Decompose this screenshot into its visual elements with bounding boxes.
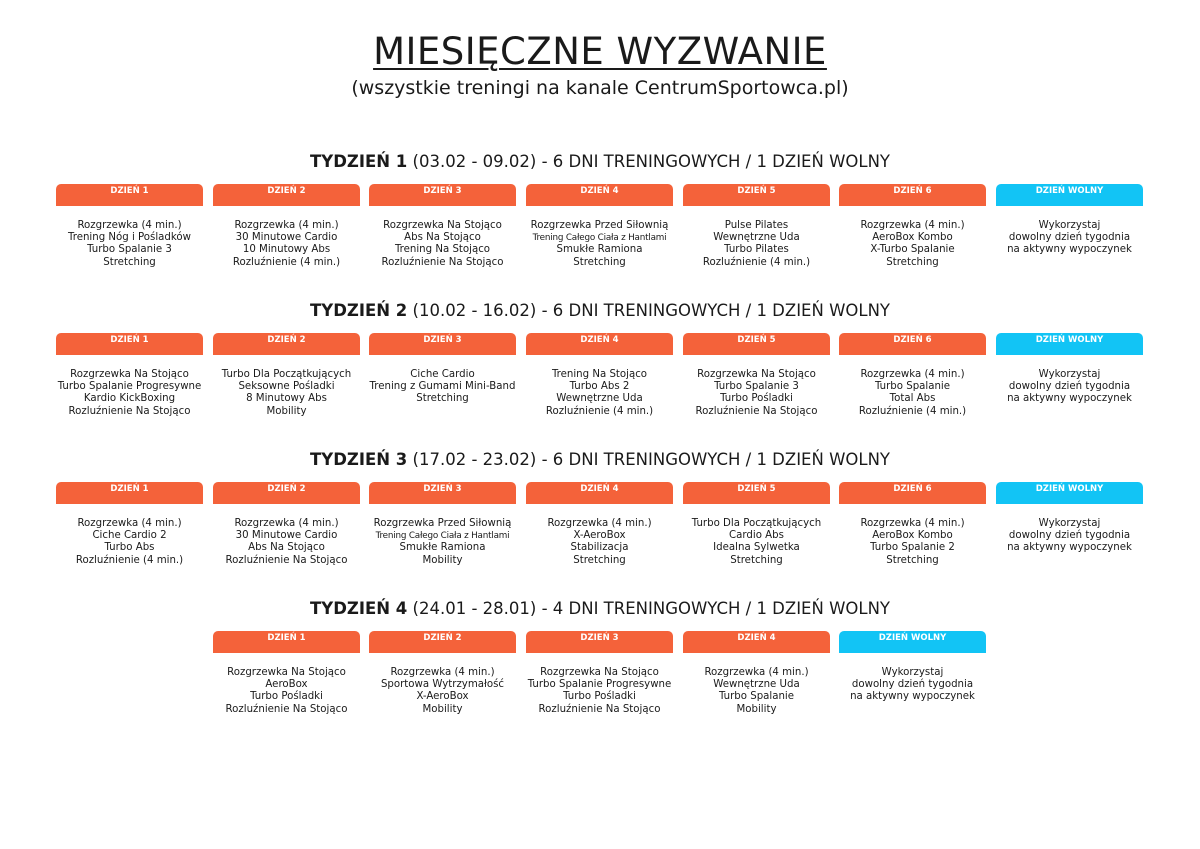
day-workouts — [996, 220, 1143, 257]
workout-item: Cardio Abs — [729, 530, 784, 542]
workout-item: na aktywny wypoczynek — [850, 691, 975, 703]
day-workouts — [213, 220, 360, 269]
workout-item: Mobility — [736, 703, 777, 715]
workout-item: Turbo Spalanie 3 — [87, 244, 172, 256]
workout-item: Stabilizacja — [570, 542, 629, 554]
workout-item: Sportowa Wytrzymałość — [380, 679, 505, 691]
workout-item: Rozluźnienie (4 min.) — [858, 405, 967, 417]
workout-item: Rozluźnienie (4 min.) — [702, 256, 811, 268]
day-header: DZIEŃ 2 — [213, 184, 360, 206]
workout-item: Trening Całego Ciała z Hantlami — [375, 531, 510, 542]
workout-item: Rozluźnienie Na Stojąco — [225, 703, 348, 715]
day-workouts — [526, 518, 673, 567]
week-info: (17.02 - 23.02) - 6 DNI TRENINGOWYCH / 1 DZIEŃ WOLNY — [412, 450, 890, 469]
day-header: DZIEŃ 4 — [526, 184, 673, 206]
day-workouts — [683, 667, 830, 716]
day-workouts — [526, 369, 673, 418]
week-section — [0, 151, 1200, 304]
day-workouts — [683, 220, 830, 269]
day-header: DZIEŃ 3 — [526, 631, 673, 653]
workout-item: Turbo Abs 2 — [569, 381, 630, 393]
day-card — [839, 333, 986, 418]
workout-item: Rozgrzewka (4 min.) — [77, 518, 182, 529]
rest-day-header: DZIEŃ WOLNY — [839, 631, 986, 653]
workout-item: Turbo Spalanie Progresywne — [57, 381, 202, 393]
workout-item: Stretching — [103, 256, 156, 268]
workout-item: Rozgrzewka Na Stojąco — [697, 369, 816, 380]
workout-item: Smukłe Ramiona — [556, 244, 643, 256]
day-card — [683, 631, 830, 716]
workout-item: Seksowne Pośladki — [238, 381, 335, 393]
workout-item: Rozgrzewka (4 min.) — [704, 667, 809, 678]
day-workouts — [56, 518, 203, 567]
workout-item: Wykorzystaj — [881, 667, 944, 678]
day-card — [56, 184, 203, 269]
workout-item: Rozgrzewka (4 min.) — [547, 518, 652, 529]
week-info: (03.02 - 09.02) - 6 DNI TRENINGOWYCH / 1 DZIEŃ WOLNY — [412, 152, 890, 171]
workout-item: Mobility — [422, 554, 463, 566]
workout-item: Stretching — [573, 256, 626, 268]
workout-item: AeroBox — [265, 679, 308, 691]
workout-item: na aktywny wypoczynek — [1007, 542, 1132, 554]
workout-item: 30 Minutowe Cardio — [235, 530, 338, 542]
workout-item: Ciche Cardio 2 — [92, 530, 167, 542]
workout-item: Wewnętrzne Uda — [556, 393, 643, 405]
workout-item: Trening z Gumami Mini-Band — [369, 381, 516, 393]
workout-item: Turbo Spalanie Progresywne — [527, 679, 672, 691]
workout-item: 10 Minutowy Abs — [242, 244, 331, 256]
day-card — [683, 184, 830, 269]
workout-item: Smukłe Ramiona — [399, 542, 486, 554]
workout-item: Trening Na Stojąco — [394, 244, 491, 256]
day-card — [683, 482, 830, 567]
day-card — [996, 333, 1143, 406]
week-label: TYDZIEŃ 3 — [309, 450, 408, 469]
week-section — [0, 598, 1200, 751]
workout-item: Ciche Cardio — [410, 369, 475, 380]
day-workouts — [369, 518, 516, 567]
workout-item: dowolny dzień tygodnia — [1008, 381, 1131, 393]
workout-item: Mobility — [422, 703, 463, 715]
workout-item: Trening Całego Ciała z Hantlami — [532, 233, 667, 244]
week-info: (10.02 - 16.02) - 6 DNI TRENINGOWYCH / 1 DZIEŃ WOLNY — [412, 301, 890, 320]
rest-day-header: DZIEŃ WOLNY — [996, 333, 1143, 355]
workout-item: Wykorzystaj — [1038, 518, 1101, 529]
day-workouts — [996, 518, 1143, 555]
workout-item: Trening Na Stojąco — [551, 369, 648, 380]
day-workouts — [56, 369, 203, 418]
workout-item: Total Abs — [889, 393, 936, 405]
day-header: DZIEŃ 5 — [683, 333, 830, 355]
day-header: DZIEŃ 6 — [839, 482, 986, 504]
workout-item: Rozluźnienie Na Stojąco — [695, 405, 818, 417]
workout-item: Turbo Pilates — [724, 244, 789, 256]
day-header: DZIEŃ 1 — [213, 631, 360, 653]
workout-item: 8 Minutowy Abs — [246, 393, 327, 405]
day-card — [526, 482, 673, 567]
day-workouts — [213, 667, 360, 716]
days-row — [0, 333, 1200, 453]
day-workouts — [839, 369, 986, 418]
workout-item: Stretching — [886, 256, 939, 268]
workout-item: Turbo Spalanie 2 — [870, 542, 955, 554]
day-header: DZIEŃ 1 — [56, 482, 203, 504]
workout-item: Rozluźnienie (4 min.) — [75, 554, 184, 566]
workout-item: Turbo Abs — [104, 542, 155, 554]
workout-item: Stretching — [730, 554, 783, 566]
workout-item: Abs Na Stojąco — [404, 232, 481, 244]
workout-item: Rozgrzewka Na Stojąco — [227, 667, 346, 678]
workout-item: na aktywny wypoczynek — [1007, 393, 1132, 405]
day-card — [213, 482, 360, 567]
workout-item: dowolny dzień tygodnia — [851, 679, 974, 691]
day-workouts — [839, 220, 986, 269]
workout-item: Turbo Dla Początkujących — [691, 518, 822, 529]
day-card — [369, 482, 516, 567]
day-header: DZIEŃ 4 — [683, 631, 830, 653]
day-card — [839, 184, 986, 269]
workout-item: Stretching — [886, 554, 939, 566]
workout-item: Rozgrzewka Na Stojąco — [540, 667, 659, 678]
workout-item: Rozluźnienie (4 min.) — [545, 405, 654, 417]
workout-item: Rozluźnienie Na Stojąco — [381, 256, 504, 268]
workout-item: Mobility — [266, 405, 307, 417]
day-workouts — [369, 220, 516, 269]
workout-item: Pulse Pilates — [724, 220, 789, 231]
day-header: DZIEŃ 2 — [213, 482, 360, 504]
day-card — [839, 482, 986, 567]
workout-item: Rozgrzewka Przed Siłownią — [530, 220, 669, 231]
day-card — [213, 631, 360, 716]
workout-item: Abs Na Stojąco — [248, 542, 325, 554]
workout-item: X-AeroBox — [416, 691, 469, 703]
rest-day-header: DZIEŃ WOLNY — [996, 184, 1143, 206]
workout-item: dowolny dzień tygodnia — [1008, 232, 1131, 244]
workout-item: Stretching — [573, 554, 626, 566]
workout-item: Rozgrzewka Na Stojąco — [70, 369, 189, 380]
day-workouts — [996, 369, 1143, 406]
day-workouts — [56, 220, 203, 269]
day-card — [213, 333, 360, 418]
week-title — [0, 598, 1200, 620]
day-header: DZIEŃ 5 — [683, 482, 830, 504]
days-row — [0, 482, 1200, 602]
workout-item: Rozgrzewka (4 min.) — [390, 667, 495, 678]
workout-item: Rozgrzewka (4 min.) — [860, 518, 965, 529]
day-header: DZIEŃ 3 — [369, 333, 516, 355]
day-card — [683, 333, 830, 418]
day-workouts — [369, 667, 516, 716]
day-header: DZIEŃ 3 — [369, 482, 516, 504]
day-card — [369, 333, 516, 406]
day-card — [56, 482, 203, 567]
workout-item: Turbo Pośladki — [720, 393, 793, 405]
workout-item: 30 Minutowe Cardio — [235, 232, 338, 244]
day-header: DZIEŃ 6 — [839, 333, 986, 355]
day-card — [526, 631, 673, 716]
workout-item: X-Turbo Spalanie — [870, 244, 955, 256]
week-title — [0, 300, 1200, 322]
week-title — [0, 449, 1200, 471]
workout-item: Wewnętrzne Uda — [713, 679, 800, 691]
workout-item: dowolny dzień tygodnia — [1008, 530, 1131, 542]
day-workouts — [839, 667, 986, 704]
workout-item: Wykorzystaj — [1038, 369, 1101, 380]
day-workouts — [213, 369, 360, 418]
days-row — [0, 631, 1200, 751]
workout-item: AeroBox Kombo — [872, 232, 953, 244]
workout-item: Rozgrzewka (4 min.) — [860, 220, 965, 231]
workout-item: Rozgrzewka (4 min.) — [860, 369, 965, 380]
workout-item: Rozgrzewka (4 min.) — [234, 220, 339, 231]
page-subtitle: (wszystkie treningi na kanale CentrumSportowca.pl) — [351, 77, 849, 99]
day-card — [839, 631, 986, 704]
day-workouts — [683, 369, 830, 418]
day-header: DZIEŃ 2 — [213, 333, 360, 355]
day-card — [369, 184, 516, 269]
day-card — [996, 184, 1143, 257]
week-label: TYDZIEŃ 1 — [309, 152, 408, 171]
day-card — [526, 333, 673, 418]
week-label: TYDZIEŃ 2 — [309, 301, 408, 320]
day-header: DZIEŃ 2 — [369, 631, 516, 653]
workout-item: Rozgrzewka (4 min.) — [77, 220, 182, 231]
day-header: DZIEŃ 1 — [56, 333, 203, 355]
day-card — [213, 184, 360, 269]
workout-item: Kardio KickBoxing — [83, 393, 176, 405]
days-row — [0, 184, 1200, 304]
week-label: TYDZIEŃ 4 — [309, 599, 408, 618]
week-info: (24.01 - 28.01) - 4 DNI TRENINGOWYCH / 1 DZIEŃ WOLNY — [412, 599, 890, 618]
day-workouts — [526, 667, 673, 716]
workout-item: na aktywny wypoczynek — [1007, 244, 1132, 256]
workout-item: Idealna Sylwetka — [713, 542, 800, 554]
workout-item: Turbo Pośladki — [250, 691, 323, 703]
day-workouts — [683, 518, 830, 567]
day-header: DZIEŃ 6 — [839, 184, 986, 206]
workout-item: Turbo Spalanie — [874, 381, 951, 393]
day-workouts — [213, 518, 360, 567]
day-workouts — [369, 369, 516, 406]
week-section — [0, 300, 1200, 453]
workout-item: Turbo Pośladki — [563, 691, 636, 703]
day-workouts — [839, 518, 986, 567]
workout-item: Stretching — [416, 393, 469, 405]
day-card — [996, 482, 1143, 555]
week-section — [0, 449, 1200, 602]
workout-item: Rozluźnienie Na Stojąco — [68, 405, 191, 417]
workout-item: Rozgrzewka Przed Siłownią — [373, 518, 512, 529]
day-header: DZIEŃ 1 — [56, 184, 203, 206]
week-title — [0, 151, 1200, 173]
workout-item: X-AeroBox — [573, 530, 626, 542]
day-header: DZIEŃ 5 — [683, 184, 830, 206]
day-card — [526, 184, 673, 269]
day-header: DZIEŃ 3 — [369, 184, 516, 206]
workout-item: Rozgrzewka (4 min.) — [234, 518, 339, 529]
day-header: DZIEŃ 4 — [526, 482, 673, 504]
workout-item: Rozluźnienie Na Stojąco — [225, 554, 348, 566]
rest-day-header: DZIEŃ WOLNY — [996, 482, 1143, 504]
workout-item: Turbo Spalanie 3 — [714, 381, 799, 393]
day-header: DZIEŃ 4 — [526, 333, 673, 355]
page-title: MIESIĘCZNE WYZWANIE — [373, 30, 827, 73]
workout-item: Turbo Dla Początkujących — [221, 369, 352, 380]
workout-item: AeroBox Kombo — [872, 530, 953, 542]
workout-item: Wykorzystaj — [1038, 220, 1101, 231]
workout-item: Wewnętrzne Uda — [713, 232, 800, 244]
day-workouts — [526, 220, 673, 269]
workout-item: Rozluźnienie (4 min.) — [232, 256, 341, 268]
day-card — [56, 333, 203, 418]
workout-item: Rozgrzewka Na Stojąco — [383, 220, 502, 231]
day-card — [369, 631, 516, 716]
workout-item: Turbo Spalanie — [718, 691, 795, 703]
workout-item: Trening Nóg i Pośladków — [68, 232, 191, 244]
workout-item: Rozluźnienie Na Stojąco — [538, 703, 661, 715]
